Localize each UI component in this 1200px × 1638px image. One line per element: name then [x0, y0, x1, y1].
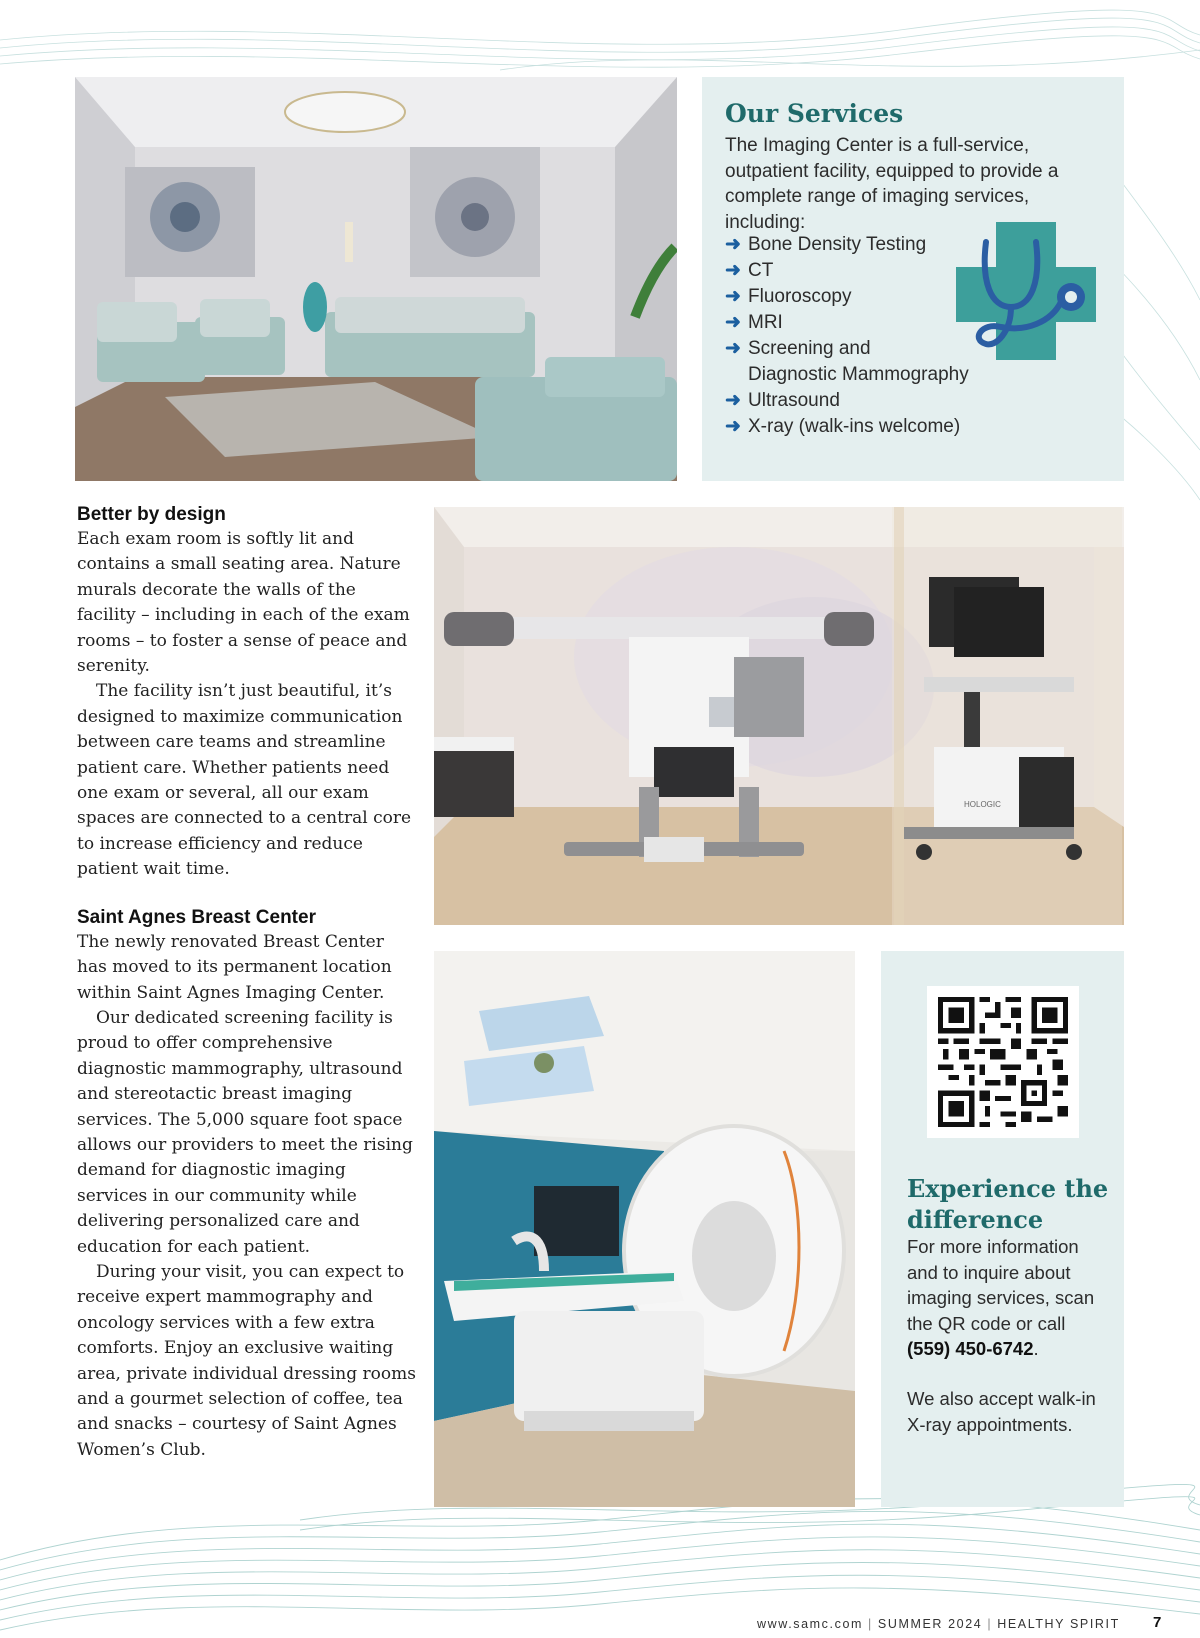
waiting-room-photo	[75, 77, 677, 481]
breast-center-paragraph-2: Our dedicated screening facility is proud to offer comprehensive diagnostic mammography, ultrasound and stereotactic breast imaging services. The 5,000 square foot space allows our providers to meet the rising demand for diagnostic imaging services in our community while delivering personalized care and education for each patient.	[77, 1007, 413, 1257]
list-item: ➜ CT	[725, 258, 969, 284]
qr-code[interactable]	[927, 986, 1079, 1138]
better-by-design-paragraph-1: Each exam room is softly lit and contains a small seating area. Nature murals decorate the walls of the facility – including in each of the exam rooms – to foster a sense of peace and serenity.	[77, 529, 410, 677]
breast-center-heading: Saint Agnes Breast Center	[77, 906, 316, 928]
list-item: ➜ Ultrasound	[725, 388, 969, 414]
arrow-right-icon: ➜	[725, 312, 741, 333]
arrow-right-icon: ➜	[725, 338, 741, 359]
list-item: ➜ Screening and Diagnostic Mammography	[725, 338, 969, 385]
experience-box	[881, 951, 1124, 1507]
hologic-brand-label: HOLOGIC	[964, 800, 1001, 809]
article-left-column	[77, 502, 417, 1463]
footer-website[interactable]: www.samc.com	[757, 1617, 864, 1631]
mri-room-photo	[434, 951, 855, 1507]
phone-number[interactable]: (559) 450-6742	[907, 1338, 1034, 1359]
experience-info-text: For more information and to inquire about imaging services, scan the QR code or call (559) 450-6742.	[907, 1236, 1095, 1359]
list-item: ➜ Fluoroscopy	[725, 284, 969, 310]
arrow-right-icon: ➜	[725, 390, 741, 411]
services-list	[725, 232, 969, 440]
footer-issue: SUMMER 2024	[877, 1617, 983, 1631]
services-intro: The Imaging Center is a full-service, outpatient facility, equipped to provide a complete range of imaging services, including:	[725, 135, 1059, 233]
arrow-right-icon: ➜	[725, 416, 741, 437]
page-number: 7	[1153, 1614, 1162, 1631]
medical-cross-stethoscope-icon	[956, 222, 1096, 360]
list-item: ➜ MRI	[725, 310, 969, 336]
walk-in-text: We also accept walk-in X-ray appointments.	[907, 1388, 1096, 1435]
footer-publication: HEALTHY SPIRIT	[997, 1617, 1120, 1631]
list-item: ➜ X-ray (walk-ins welcome)	[725, 414, 969, 440]
arrow-right-icon: ➜	[725, 286, 741, 307]
breast-center-paragraph-3: During your visit, you can expect to receive expert mammography and oncology services with a few extra comforts. Enjoy an exclusive waiting area, private individual dressing rooms and a gourmet selection of coffee, tea and snacks – courtesy of Saint Agnes Women’s Club.	[77, 1261, 416, 1460]
breast-center-paragraph-1: The newly renovated Breast Center has moved to its permanent location within Saint Agnes Imaging Center.	[77, 931, 392, 1003]
better-by-design-heading: Better by design	[77, 504, 226, 525]
better-by-design-paragraph-2: The facility isn’t just beautiful, it’s designed to maximize communication between care teams and streamline patient care. Whether patients need one exam or several, all our exam spaces are connected to a central core to increase efficiency and reduce patient wait time.	[77, 681, 412, 880]
page-footer: www.samc.com | SUMMER 2024 | HEALTHY SPIRIT	[757, 1617, 1120, 1631]
mammography-room-photo	[434, 507, 1124, 925]
arrow-right-icon: ➜	[725, 260, 741, 281]
services-title: Our Services	[725, 99, 904, 128]
our-services-box	[702, 77, 1124, 481]
arrow-right-icon: ➜	[725, 234, 741, 255]
experience-heading: Experience the difference	[907, 1174, 1109, 1234]
list-item: ➜ Bone Density Testing	[725, 232, 969, 258]
